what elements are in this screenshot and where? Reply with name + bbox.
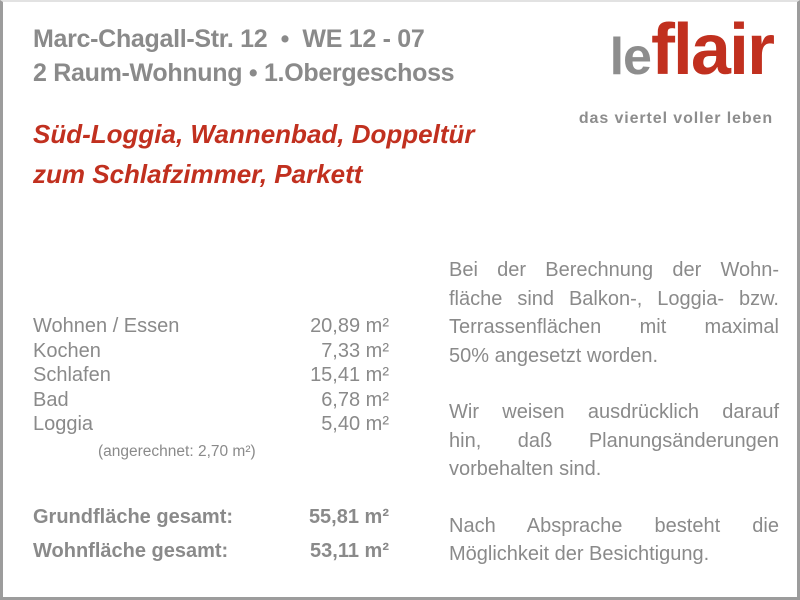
total-row [33,505,389,530]
info-line: Bei der Berechnung der Wohn- [449,259,779,281]
room-area-table [33,314,389,437]
total-label: Wohnfläche gesamt: [33,540,229,562]
area-row [33,314,389,339]
features-headline [33,114,475,194]
logo-flair-text: flair [650,10,773,90]
area-row [33,339,389,364]
loggia-credit-note: (angerechnet: 2,70 m²) [98,443,256,460]
total-row [33,539,389,564]
area-row [33,363,389,388]
totals-table [33,505,389,573]
area-value: 20,89 m² [310,315,389,337]
info-line: Möglichkeit der Besichtigung. [449,543,710,565]
total-value: 53,11 m² [310,540,389,562]
info-line: Wir weisen ausdrücklich darauf [449,401,779,423]
area-label: Kochen [33,339,101,362]
logo-wordmark [579,10,773,110]
info-line: 50% angesetzt worden. [449,344,659,367]
info-line: Nach Absprache besteht die [449,514,779,537]
info-paragraph [449,512,779,569]
info-line: vorbehalten sind. [449,458,602,480]
area-label: Bad [33,388,69,411]
area-value: 7,33 m² [321,339,389,362]
logo-tagline: das viertel voller leben [578,110,773,127]
total-label: Grundfläche gesamt: [33,506,234,528]
address-line: Marc-Chagall-Str. 12 • WE 12 - 07 [33,25,425,53]
features-line-1: Süd-Loggia, Wannenbad, Doppeltür [33,119,475,149]
apartment-header [33,22,454,90]
area-value: 5,40 m² [321,413,389,435]
info-line: hin, daß Planungsänderungen [449,429,779,452]
info-line: Terrassenflächen mit maximal [449,316,779,338]
unit-line: 2 Raum-Wohnung • 1.Obergeschoss [33,59,455,87]
area-label: Schlafen [33,364,111,386]
leflair-logo [579,10,773,128]
area-value: 15,41 m² [310,364,389,386]
area-row [33,412,389,437]
area-value: 6,78 m² [321,388,389,411]
area-label: Loggia [33,413,94,435]
area-label: Wohnen / Essen [33,315,180,337]
area-row [33,388,389,413]
info-text-column [449,256,779,597]
info-paragraph [449,256,779,370]
features-line-2: zum Schlafzimmer, Parkett [33,159,363,189]
info-paragraph [449,398,779,484]
logo-le-text: le [609,28,651,86]
info-line: fläche sind Balkon-, Loggia- bzw. [449,287,779,310]
total-value: 55,81 m² [308,506,389,528]
